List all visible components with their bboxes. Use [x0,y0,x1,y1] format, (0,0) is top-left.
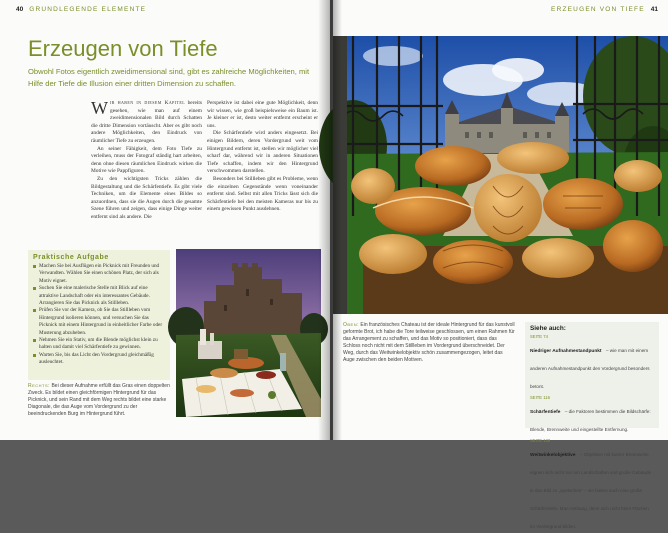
task-item: Nehmen Sie ein Stativ, um die Blende möglichst klein zu halten und damit viel Schärfentiefe zu gewinnen. [33,337,165,352]
see-also-item [530,438,654,533]
running-head-right [551,6,658,13]
right-page [333,0,668,529]
see-also-text: – wie man mit einem anderen Aufnahmestandpunkt den Vordergrund besonders betont. [530,348,650,389]
caption-left-key: Rechts: [28,383,51,389]
task-item: Machen Sie bei Ausflügen ein Picknick mit Freunden und Verwandten. Wählen Sie einen schönen Platz, der sich als Motiv eignet. [33,263,165,285]
caption-right-key: Oben: [343,322,360,328]
col1-paragraph-2: An seiner Fähigkeit, dem Foto Tiefe zu verleihen, muss der Fotograf ständig hart arbeiten, denn ohne diesen räumlichen Eindruck wirken die Motive wie Pappfiguren. [91,145,202,175]
caption-left-text: Bei dieser Aufnahme erfüllt das Gras einen doppelten Zweck. Es bildet einen gleichförmigen Hintergrund für das Picknick, und sein Rand mit dem Weg rechts bildet eine starke Diagonale, die das Auge vom Vordergrund zu der beeindruckenden Burg im Hintergrund führt. [28,383,170,417]
running-head-text: GRUNDLEGENDE ELEMENTE [29,6,147,13]
see-also-ref: SEITE 116 [530,395,550,400]
see-also-item [530,395,654,436]
caption-left [28,383,170,418]
task-item: Warten Sie, bis das Licht den Vordergrund gleichmäßig ausleuchtet. [33,352,165,367]
bread-chateau-photo [333,36,668,314]
left-page [0,0,330,440]
lead-paragraph: Obwohl Fotos eigentlich zweidimensional sind, gibt es zahlreiche Möglichkeiten, mit Hilfe der Tiefe die Illusion einer dritten Dimension zu schaffen. [28,67,310,88]
col1-paragraph-3: Zu den wichtigsten Tricks zählen die Bildgestaltung und die Schärfentiefe. Es gibt viele Techniken, um die Elemente eines Bildes so anzuordnen, dass sie die Augen durch die gesamte Szene führen und zeigen, dass einige Dinge weiter entfernt sind als andere. Die [91,175,202,220]
body-column-2 [207,100,318,214]
running-head-right-text: ERZEUGEN VON TIEFE [551,6,645,13]
see-also-text: – Objektive mit kurzer Brennweite eignen sich nicht nur um Landschaften und große Gebäude in das Bild zu „quetschen“ – sie bieten auch eine große Schärfentiefe. Man Anthang, denn sich nicht beim Flächen im Vordergrund bilden. [530,452,652,529]
practical-task-box [28,250,170,380]
task-item: Prüfen Sie vor der Kamera, ob Sie das Stillleben vom Hintergrund isolieren können, und versuchen Sie das Picknick mit einem Hintergrund in einheitlicher Farbe oder Musterung abzuheben. [33,307,165,337]
castle-photo [176,249,321,417]
see-also-item [530,334,654,393]
see-also-term: Weitwinkelobjektive [530,453,576,458]
see-also-ref: SEITE 74 [530,334,548,339]
page-number-right: 41 [650,6,658,13]
see-also-term: Schärfentiefe [530,410,561,415]
col2-paragraph-1: Perspektive ist dabei eine gute Möglichkeit, denn wir wissen, wie groß beispielsweise ein Baum ist. Je kleiner er ist, desto weiter entfernt erscheint er uns. [207,100,318,129]
col1-paragraph-1 [91,100,202,146]
practical-task-list [28,263,170,367]
see-also-title: Siehe auch: [530,325,566,332]
task-item: Suchen Sie eine malerische Stelle mit Blick auf eine attraktive Landschaft oder ein interessantes Gebäude. Arrangieren Sie das Picknick als Stillleben. [33,285,165,307]
see-also-term: Niedriger Aufnahmestandpunkt [530,349,602,354]
body-column-1 [91,100,202,222]
caption-right-text: Ein französisches Chateau ist der ideale Hintergrund für das kunstvoll geformte Brot, ich habe die Tore teilweise geschlossen, um einen Rahmen für das Arrangement zu schaffen, und das Motiv so positioniert, dass das Schloss noch nicht mit dem Stillleben im Vordergrund überschneidet. Der Weg, durch das Weitwinkelobjektiv schön zusammengezogen, leitet das Auge zwischen den beiden Motiven. [343,322,515,363]
see-also-ref: SEITE 128 [530,438,551,443]
running-head-left [16,6,146,13]
caption-right [343,322,515,364]
drop-cap: W [91,98,108,118]
col2-paragraph-2: Die Schärfentiefe wird anders eingesetzt. Bei einigen Bildern, deren Vordergrund weit vom Hintergrund entfernt ist, stellen wir möglicher viel scharf dar, während wir in anderen Situationen Tiefe schaffen, indem wir den Hintergrund verschwommen darstellen. [207,130,318,175]
col1-p1-text: bereits gesehen, wie man auf einem zweidimensionalen Bild durch Schatten die dritte Dimension vortäuscht. Aber es gibt noch andere Möglichkeiten, den Eindruck von räumlicher Tiefe zu erzeugen. [91,100,202,144]
practical-task-title: Praktische Aufgabe [33,254,109,261]
see-also-box [525,322,659,529]
see-also-text: – die Faktoren bestimmen die Bildschärfe: Blende, Brennweite und eingestellte Entfernung. [530,409,651,432]
col2-paragraph-3: Besonders bei Stillleben gibt es Probleme, wenn die einzelnen Gegenstände wenn voneinander entfernt sind. Selbst mit allen Tricks lässt sich die Schärfentiefe bei den meisten Kameras nur bis zu einem gewissen Punkt ausdehnen. [207,175,318,213]
col1-smallcaps: ir haben in diesem Kapitel [110,100,186,106]
page-title: Erzeugen von Tiefe [28,36,218,61]
page-number-left: 40 [16,6,24,13]
